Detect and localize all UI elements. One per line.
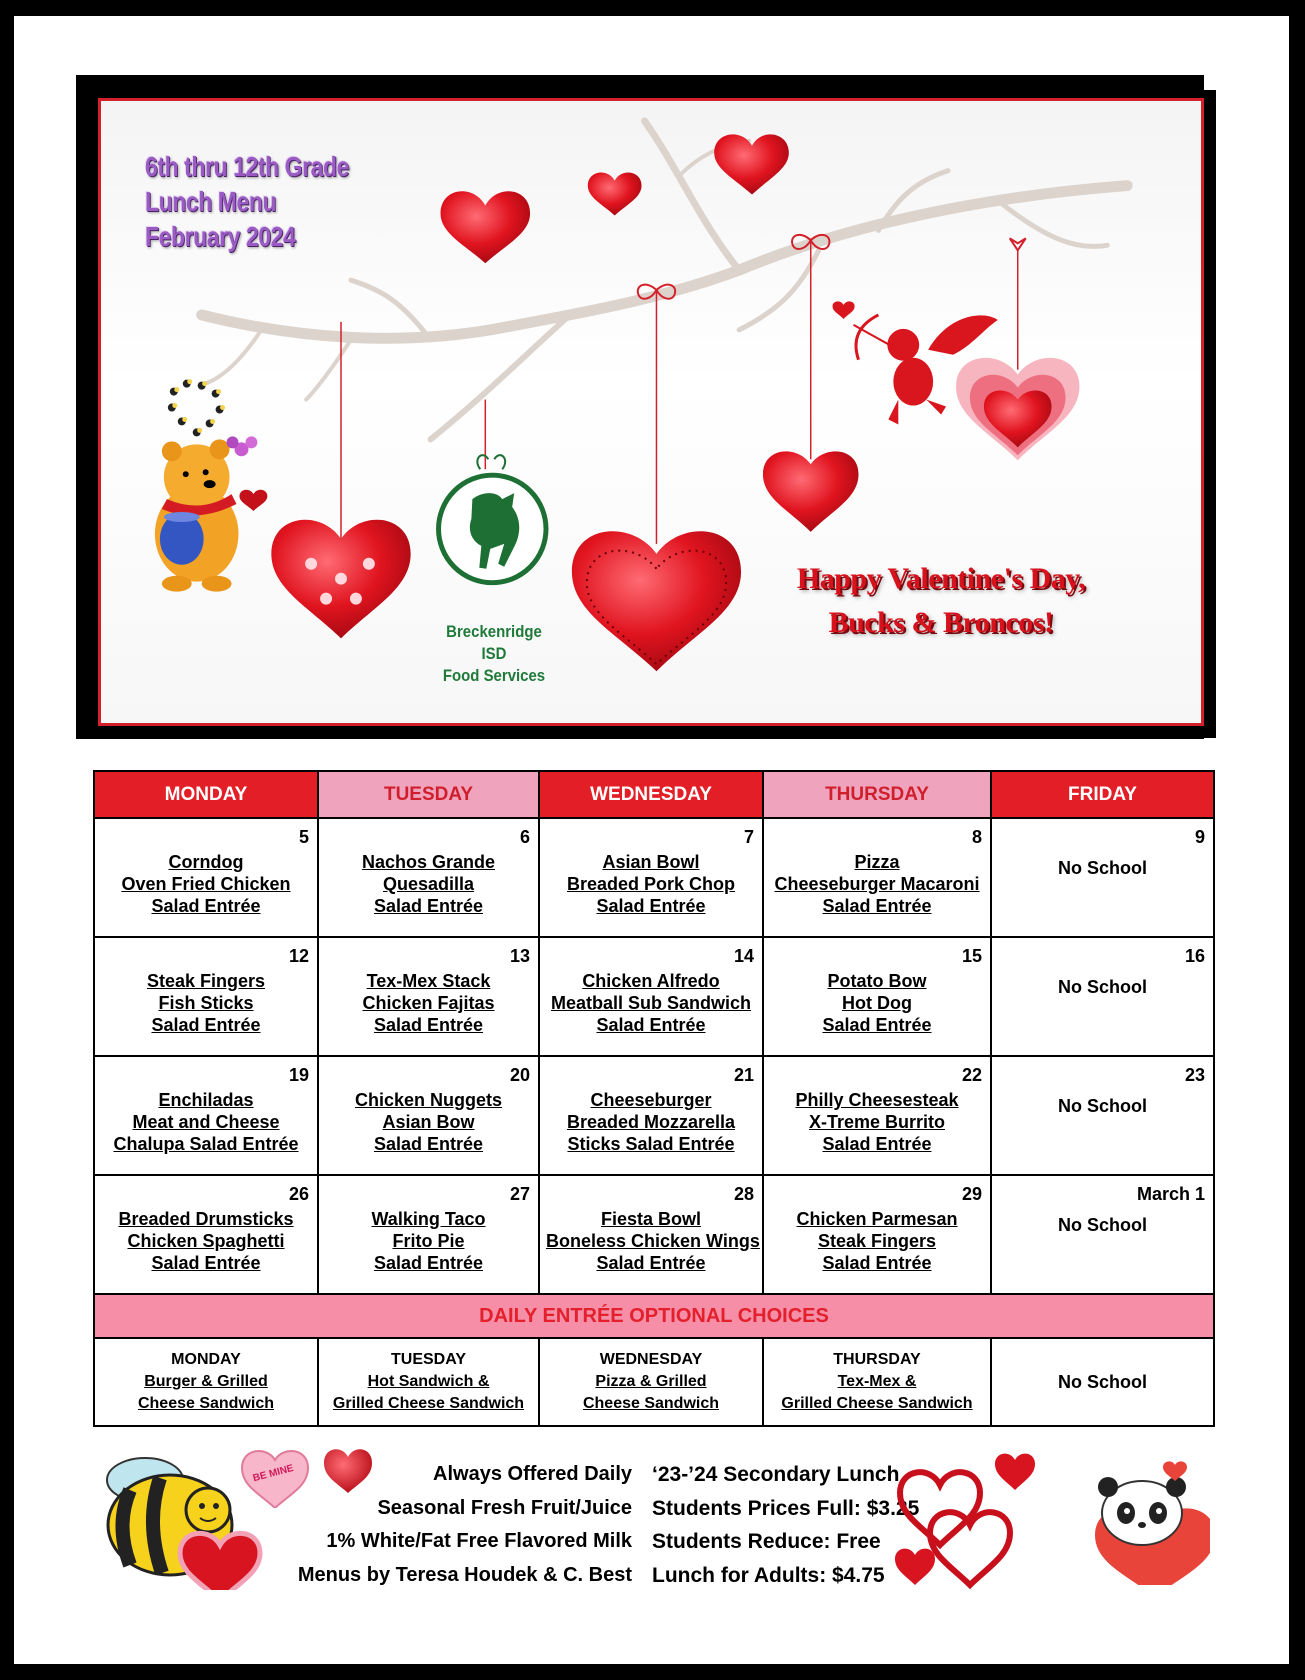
price-line: Lunch for Adults: $4.75 — [652, 1563, 885, 1587]
menu-item: Chicken Fajitas — [362, 993, 495, 1013]
date-number: 21 — [733, 1065, 754, 1085]
week-row — [94, 1175, 1214, 1294]
price-line: Students Prices Full: $3.25 — [652, 1496, 920, 1520]
menu-item: Meatball Sub Sandwich — [550, 993, 752, 1013]
menu-item: Steak Fingers — [146, 971, 266, 991]
date-number: 26 — [288, 1184, 309, 1204]
school-logo-icon — [439, 455, 546, 583]
menu-item: Breaded Drumsticks — [118, 1209, 294, 1229]
day-cell — [991, 937, 1214, 1056]
menu-item: Frito Pie — [392, 1231, 465, 1251]
date-number: 6 — [519, 827, 530, 847]
heart-icon — [714, 134, 789, 194]
menu-item: Corndog — [168, 852, 244, 872]
day-cell — [94, 937, 318, 1056]
day-cell — [94, 1056, 318, 1175]
weeks-body — [94, 818, 1214, 1294]
no-school-note: No School — [1058, 858, 1147, 878]
day-cell — [318, 1175, 539, 1294]
menu-item: Philly Cheesesteak — [795, 1090, 959, 1110]
optional-day-label: THURSDAY — [833, 1351, 921, 1368]
title-line: February 2024 — [145, 221, 296, 252]
greeting-line: Happy Valentine's Day, — [796, 562, 1086, 595]
menu-item: Salad Entrée — [151, 896, 261, 916]
no-school-note: No School — [1058, 1096, 1147, 1116]
candy-heart-icon — [240, 1448, 310, 1508]
hanging-heart-icon — [572, 531, 741, 671]
menu-item: Asian Bowl — [602, 852, 700, 872]
day-cell — [763, 1175, 991, 1294]
footer-line: 1% White/Fat Free Flavored Milk — [326, 1530, 632, 1552]
heart-icon — [588, 172, 642, 215]
layered-heart-icon — [956, 358, 1079, 460]
menu-title — [145, 149, 394, 254]
no-school-note: No School — [1058, 977, 1147, 997]
optional-choice-cell — [318, 1338, 539, 1426]
no-school-note: No School — [1058, 1215, 1147, 1235]
menu-item: Salad Entrée — [596, 896, 706, 916]
menu-item: Steak Fingers — [817, 1231, 937, 1251]
date-number: 27 — [509, 1184, 530, 1204]
optional-item: Cheese Sandwich — [137, 1395, 275, 1412]
menu-item: Fiesta Bowl — [600, 1209, 702, 1229]
menu-item: Salad Entrée — [151, 1253, 261, 1273]
day-cell — [991, 1056, 1214, 1175]
day-cell — [763, 818, 991, 937]
menu-item: Salad Entrée — [822, 1253, 932, 1273]
week-row — [94, 818, 1214, 937]
lunch-calendar — [93, 770, 1215, 1427]
optional-choices-heading: DAILY ENTRÉE OPTIONAL CHOICES — [94, 1294, 1214, 1338]
menu-item: Salad Entrée — [373, 1134, 484, 1154]
banner-frame — [98, 98, 1204, 726]
menu-item: Salad Entrée — [822, 896, 932, 916]
title-line: 6th thru 12th Grade — [145, 151, 349, 182]
hanging-heart-icon — [763, 451, 859, 532]
date-number: 22 — [961, 1065, 982, 1085]
menu-item: Salad Entrée — [596, 1015, 706, 1035]
menu-item: Meat and Cheese — [132, 1112, 280, 1132]
optional-choice-cell — [763, 1338, 991, 1426]
header-wednesday: WEDNESDAY — [539, 771, 763, 818]
menu-item: Chicken Parmesan — [796, 1209, 958, 1229]
date-number: 7 — [743, 827, 754, 847]
red-heart-icon — [322, 1447, 374, 1493]
optional-heading-row — [94, 1294, 1214, 1338]
footer-line: Seasonal Fresh Fruit/Juice — [377, 1496, 632, 1519]
footer-line: Menus by Teresa Houdek & C. Best — [297, 1563, 632, 1586]
no-school-note: No School — [1058, 1372, 1147, 1392]
weekday-header-row — [94, 771, 1214, 818]
day-cell — [94, 818, 318, 937]
menu-item: Cheeseburger — [590, 1090, 712, 1110]
week-row — [94, 937, 1214, 1056]
menu-item: Walking Taco — [371, 1209, 486, 1229]
menu-item: Chicken Nuggets — [354, 1090, 503, 1110]
day-cell — [539, 937, 763, 1056]
day-cell — [539, 1175, 763, 1294]
date-number: 13 — [509, 946, 530, 966]
week-row — [94, 1056, 1214, 1175]
menu-item: Potato Bow — [827, 971, 927, 991]
footer-line: Always Offered Daily — [433, 1463, 632, 1485]
menu-item: Chicken Spaghetti — [127, 1231, 285, 1251]
optional-choices-row — [94, 1338, 1214, 1426]
date-number: 5 — [298, 827, 309, 847]
menu-item: Nachos Grande — [361, 852, 496, 872]
optional-item: Cheese Sandwich — [582, 1395, 720, 1412]
date-number: 8 — [971, 827, 982, 847]
menu-item: Breaded Mozzarella — [566, 1112, 736, 1132]
optional-day-label: WEDNESDAY — [599, 1351, 703, 1368]
day-cell — [763, 1056, 991, 1175]
menu-item: Chicken Alfredo — [582, 971, 720, 991]
bear-with-honey-pot-icon — [155, 379, 267, 591]
day-cell — [763, 937, 991, 1056]
menu-item: Breaded Pork Chop — [566, 874, 736, 894]
date-number: 16 — [1184, 946, 1205, 966]
date-number: 14 — [733, 946, 754, 966]
header-tuesday: TUESDAY — [318, 771, 539, 818]
optional-item: Tex-Mex & — [837, 1373, 917, 1390]
menu-item: Hot Dog — [842, 993, 912, 1013]
optional-item: Hot Sandwich & — [367, 1373, 490, 1390]
panda-with-heart-icon — [1080, 1455, 1210, 1585]
menu-item: Chalupa Salad Entrée — [113, 1134, 299, 1154]
valentine-greeting — [761, 557, 1121, 645]
school-logo-caption — [437, 621, 551, 687]
menu-item: Salad Entrée — [596, 1253, 706, 1273]
date-number: 9 — [1194, 827, 1205, 847]
greeting-line: Bucks & Broncos! — [828, 606, 1054, 639]
optional-choice-cell — [991, 1338, 1214, 1426]
date-number: 23 — [1184, 1065, 1205, 1085]
menu-item: Quesadilla — [382, 874, 475, 894]
date-number: 12 — [288, 946, 309, 966]
menu-item: Salad Entrée — [822, 1134, 932, 1154]
optional-item: Grilled Cheese Sandwich — [781, 1395, 973, 1412]
menu-item: Salad Entrée — [373, 896, 484, 916]
day-cell — [539, 818, 763, 937]
price-line: ‘23-’24 Secondary Lunch — [652, 1463, 900, 1486]
outline-hearts-icon — [895, 1445, 1075, 1595]
date-number: 28 — [733, 1184, 754, 1204]
date-number: 15 — [961, 946, 982, 966]
date-number: 29 — [961, 1184, 982, 1204]
heart-icon — [441, 191, 531, 263]
date-number: 19 — [288, 1065, 309, 1085]
optional-choice-cell — [539, 1338, 763, 1426]
menu-item: Salad Entrée — [151, 1015, 261, 1035]
title-line: Lunch Menu — [145, 186, 277, 217]
candy-heart-text: BE MINE — [251, 1462, 295, 1485]
date-number: 20 — [509, 1065, 530, 1085]
day-cell — [94, 1175, 318, 1294]
optional-day-label: MONDAY — [171, 1351, 241, 1368]
header-monday: MONDAY — [94, 771, 318, 818]
logo-line: Breckenridge ISD — [446, 622, 542, 663]
menu-item: Enchiladas — [158, 1090, 254, 1110]
day-cell — [539, 1056, 763, 1175]
date-number: March 1 — [1136, 1184, 1205, 1204]
menu-item: Salad Entrée — [373, 1253, 484, 1273]
optional-item: Pizza & Grilled — [595, 1373, 707, 1390]
day-cell — [991, 818, 1214, 937]
menu-item: Sticks Salad Entrée — [567, 1134, 735, 1154]
menu-item: Asian Bow — [382, 1112, 475, 1132]
day-cell — [318, 937, 539, 1056]
day-cell — [991, 1175, 1214, 1294]
menu-item: Boneless Chicken Wings — [546, 1231, 760, 1251]
header-thursday: THURSDAY — [763, 771, 991, 818]
optional-day-label: TUESDAY — [391, 1351, 466, 1368]
menu-item: Salad Entrée — [822, 1015, 932, 1035]
menu-item: X-Treme Burrito — [808, 1112, 946, 1132]
optional-item: Burger & Grilled — [144, 1373, 268, 1390]
optional-item: Grilled Cheese Sandwich — [332, 1395, 525, 1412]
menu-item: Salad Entrée — [373, 1015, 484, 1035]
optional-choice-cell — [94, 1338, 318, 1426]
day-cell — [318, 818, 539, 937]
header-friday: FRIDAY — [991, 771, 1214, 818]
menu-item: Oven Fried Chicken — [121, 874, 291, 894]
menu-item: Fish Sticks — [158, 993, 254, 1013]
logo-line: Food Services — [442, 666, 546, 685]
day-cell — [318, 1056, 539, 1175]
price-line: Students Reduce: Free — [652, 1530, 881, 1553]
banner — [90, 90, 1216, 738]
menu-item: Tex-Mex Stack — [366, 971, 491, 991]
menu-item: Pizza — [854, 852, 900, 872]
menu-item: Cheeseburger Macaroni — [774, 874, 980, 894]
